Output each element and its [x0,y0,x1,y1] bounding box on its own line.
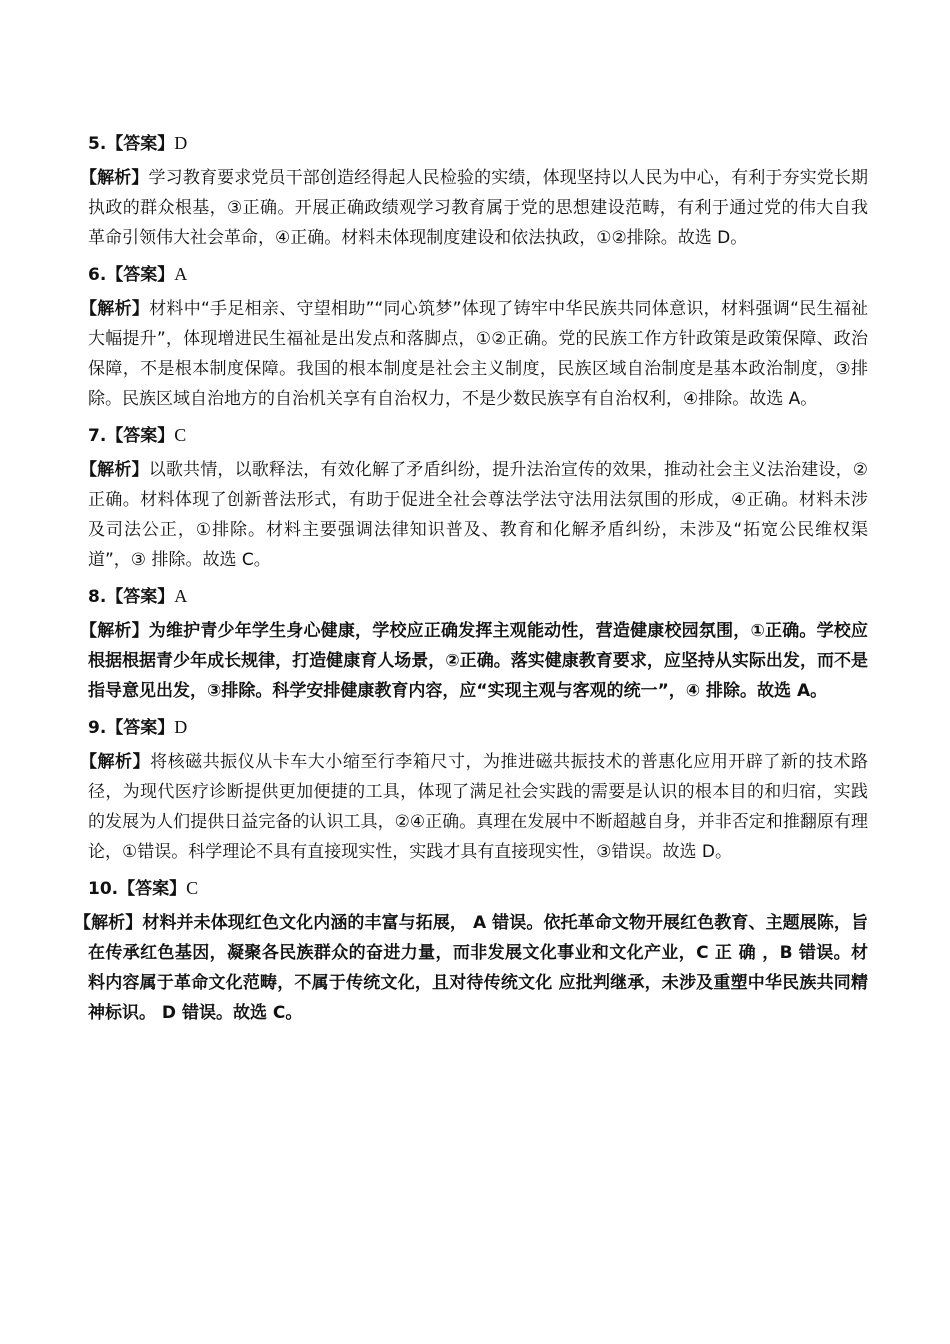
answer-value: A [174,264,188,284]
analysis-text [74,908,869,1028]
analysis-text [80,294,869,414]
answer-value: A [174,586,188,606]
analysis-label: 【解析】 [80,168,149,188]
question-number: 6. [88,265,107,285]
answer-label: 【答案】 [106,426,175,446]
question-number: 7. [88,426,107,446]
analysis-label: 【解析】 [80,460,149,480]
analysis-label: 【解析】 [74,913,143,933]
answer-label: 【答案】 [106,718,175,738]
analysis-body: 将核磁共振仪从卡车大小缩至行李箱尺寸，为推进磁共振技术的普惠化应用开辟了新的技术路径，为现代医疗诊断提供更加便捷的工具，体现了满足社会实践的需要是认识的根本目的和归宿，实践的发展为人们提供日益完备的认识工具，②④正确。真理在发展中不断超越自身，并非否定和推翻原有理论，①错误。科学理论不具有直接现实性，实践才具有直接现实性，③错误。故选 D。 [88,752,869,862]
question-8 [80,581,868,706]
answer-label: 【答案】 [106,587,175,607]
analysis-text [80,455,869,575]
question-9 [80,712,869,867]
answer-line [88,873,868,904]
question-5 [80,128,869,253]
analysis-body: 以歌共情，以歌释法，有效化解了矛盾纠纷，提升法治宣传的效果，推动社会主义法治建设，②正确。材料体现了创新普法形式，有助于促进全社会尊法学法守法用法氛围的形成，④正确。材料未涉及司法公正，①排除。材料主要强调法律知识普及、教育和化解矛盾纠纷，未涉及“拓宽公民维权渠道”，③ 排除。故选 C。 [88,460,869,570]
answer-value: D [174,717,188,737]
analysis-body: 材料中“手足相亲、守望相助”“同心筑梦”体现了铸牢中华民族共同体意识，材料强调“民生福祉大幅提升”，体现增进民生福祉是出发点和落脚点，①②正确。党的民族工作方针政策是政策保障、政治保障，不是根本制度保障。我国的根本制度是社会主义制度，民族区域自治制度是基本政治制度，③排除。民族区域自治地方的自治机关享有自治权力，不是少数民族享有自治权利，④排除。故选 A。 [88,299,869,409]
analysis-text [80,616,868,706]
question-number: 5. [88,134,107,154]
question-number: 9. [88,718,107,738]
answer-label: 【答案】 [106,265,175,285]
analysis-label: 【解析】 [80,299,150,319]
answer-label: 【答案】 [118,879,187,899]
answer-line [88,128,868,159]
analysis-label: 【解析】 [80,752,151,772]
analysis-body: 为维护青少年学生身心健康，学校应正确发挥主观能动性，营造健康校园氛围，①正确。学校应根据根据青少年成长规律，打造健康育人场景，②正确。落实健康教育要求，应坚持从实际出发，而不是指导意见出发，③排除。科学安排健康教育内容，应“实现主观与客观的统一”，④ 排除。故选 A。 [88,621,868,701]
answer-label: 【答案】 [106,134,175,154]
answer-line [88,712,868,743]
answer-line [88,420,868,451]
analysis-body: 学习教育要求党员干部创造经得起人民检验的实绩，体现坚持以人民为中心，有利于夯实党长期执政的群众根基，③正确。开展正确政绩观学习教育属于党的思想建设范畴，有利于通过党的伟大自我革命引领伟大社会革命，④正确。材料未体现制度建设和依法执政，①②排除。故选 D。 [88,168,869,248]
answer-value: C [186,878,199,898]
analysis-label: 【解析】 [80,621,149,641]
answer-line [88,259,868,290]
question-number: 10. [88,879,119,899]
answer-value: D [174,133,188,153]
question-7 [80,420,869,575]
answer-line [88,581,868,612]
answer-value: C [174,425,187,445]
question-6 [80,259,869,414]
analysis-body: 材料并未体现红色文化内涵的丰富与拓展， A 错误。依托革命文物开展红色教育、主题展陈，旨在传承红色基因，凝聚各民族群众的奋进力量，而非发展文化事业和文化产业，C 正 确 ，B 错误。材料内容属于革命文化范畴，不属于传统文化，且对待传统文化 应批判继承，未涉及重塑中华民族共同精神标识。 D 错误。故选 C。 [88,913,869,1023]
answer-document [74,128,869,1034]
question-number: 8. [88,587,107,607]
question-10 [74,873,869,1028]
analysis-text [80,163,869,253]
analysis-text [80,747,869,867]
